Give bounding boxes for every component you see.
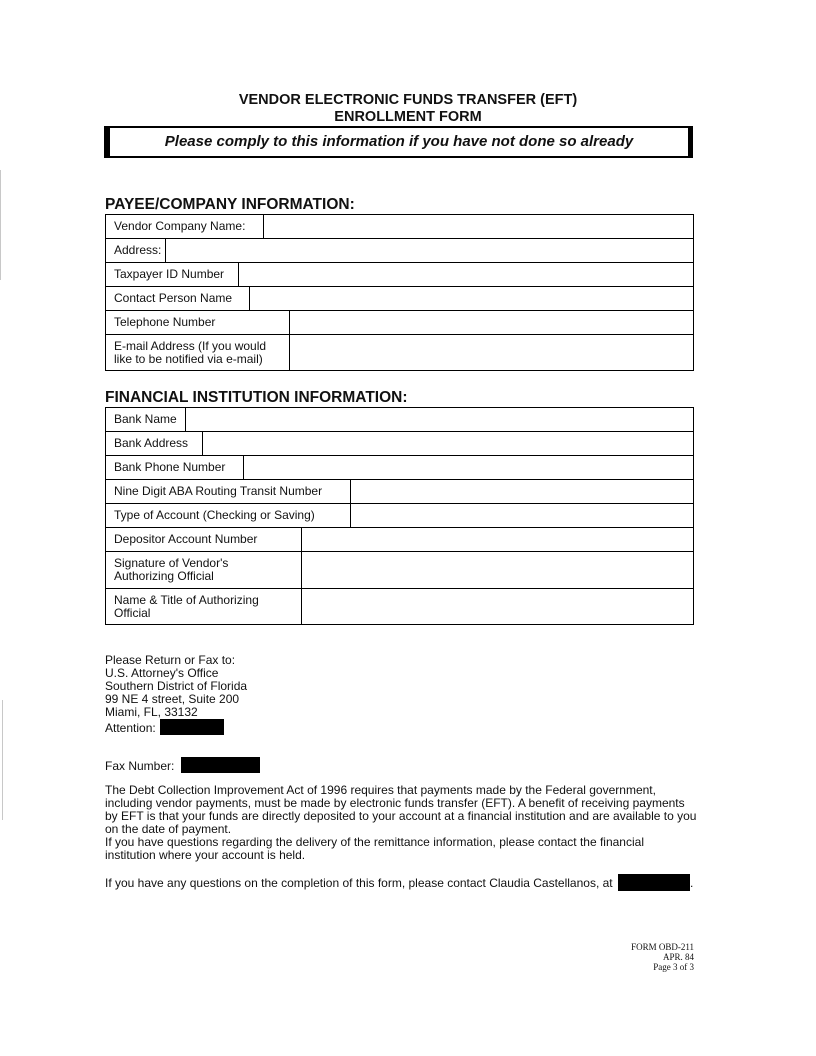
field-label: Name & Title of Authorizing Official <box>106 589 302 624</box>
compliance-banner-text: Please comply to this information if you have not done so already <box>164 133 634 150</box>
redacted-block <box>618 874 690 891</box>
form-date: APR. 84 <box>662 952 694 962</box>
routing-number-field[interactable] <box>351 480 693 503</box>
street-address: 99 NE 4 street, Suite 200 <box>105 692 240 706</box>
page-number: Page 3 of 3 <box>653 962 694 972</box>
form-title-line1: VENDOR ELECTRONIC FUNDS TRANSFER (EFT) <box>238 92 578 108</box>
payee-row-telephone <box>105 310 694 334</box>
field-label: Type of Account (Checking or Saving) <box>106 504 351 527</box>
field-label: Vendor Company Name: <box>106 215 264 238</box>
financial-section-heading: FINANCIAL INSTITUTION INFORMATION: <box>105 389 408 406</box>
contact-text: If you have any questions on the completion of this form, please contact Claudia Castellanos, at <box>105 876 613 890</box>
field-label: Taxpayer ID Number <box>106 263 239 286</box>
payee-row-contact-person <box>105 286 694 310</box>
redacted-block <box>160 719 224 735</box>
vendor-company-name-field[interactable] <box>264 215 693 238</box>
field-label: Bank Address <box>106 432 203 455</box>
payee-section-heading: PAYEE/COMPANY INFORMATION: <box>105 196 355 213</box>
name-title-field[interactable] <box>302 589 693 624</box>
city-state-zip: Miami, FL, 33132 <box>105 705 198 719</box>
contact-person-field[interactable] <box>250 287 693 310</box>
signature-field[interactable] <box>302 552 693 588</box>
field-label: Depositor Account Number <box>106 528 302 551</box>
email-field[interactable] <box>290 335 693 370</box>
financial-row-name-title <box>105 588 694 625</box>
field-label: Telephone Number <box>106 311 290 334</box>
form-title-line2: ENROLLMENT FORM <box>334 109 482 125</box>
bank-name-field[interactable] <box>186 408 693 431</box>
remittance-paragraph: If you have questions regarding the delivery of the remittance information, please contact the financial institution where your account is held. <box>105 835 644 862</box>
account-type-field[interactable] <box>351 504 693 527</box>
taxpayer-id-field[interactable] <box>239 263 693 286</box>
payee-row-address <box>105 238 694 262</box>
field-label: E-mail Address (If you would like to be notified via e-mail) <box>106 335 290 370</box>
payee-row-vendor-name <box>105 214 694 238</box>
financial-row-routing-number <box>105 479 694 503</box>
scan-artifact <box>0 170 1 280</box>
bank-address-field[interactable] <box>203 432 693 455</box>
financial-table <box>105 407 694 625</box>
field-label: Signature of Vendor's Authorizing Official <box>106 552 302 588</box>
field-label: Address: <box>106 239 166 262</box>
bank-phone-field[interactable] <box>244 456 693 479</box>
field-label: Nine Digit ABA Routing Transit Number <box>106 480 351 503</box>
financial-row-account-type <box>105 503 694 527</box>
field-label: Contact Person Name <box>106 287 250 310</box>
scan-artifact <box>2 700 3 820</box>
telephone-field[interactable] <box>290 311 693 334</box>
field-label: Bank Phone Number <box>106 456 244 479</box>
attention-label: Attention: <box>105 721 156 735</box>
financial-row-account-number <box>105 527 694 551</box>
financial-row-signature <box>105 551 694 588</box>
financial-row-bank-phone <box>105 455 694 479</box>
redacted-block <box>181 757 260 773</box>
address-field[interactable] <box>166 239 693 262</box>
return-address <box>105 654 247 734</box>
account-number-field[interactable] <box>302 528 693 551</box>
fax-label: Fax Number: <box>105 759 175 773</box>
payee-table <box>105 214 694 371</box>
fax-line <box>105 757 260 773</box>
return-instruction: Please Return or Fax to: <box>105 653 236 667</box>
district-name: Southern District of Florida <box>105 679 248 693</box>
form-number: FORM OBD-211 <box>631 942 694 952</box>
eft-act-paragraph: The Debt Collection Improvement Act of 1996 requires that payments made by the Federal government, including vendor payments, must be made by electronic funds transfer (EFT). A benefit of receiving payments by EFT is that your funds are directly deposited to your account at a financial institution and are available to you on the date of payment. <box>105 783 697 836</box>
form-footer <box>631 942 694 972</box>
office-name: U.S. Attorney's Office <box>105 666 219 680</box>
financial-row-bank-address <box>105 431 694 455</box>
field-label: Bank Name <box>106 408 186 431</box>
contact-paragraph: If you have any questions on the completion of this form, please contact Claudia Castellanos, at . <box>105 876 694 890</box>
compliance-banner <box>104 126 693 158</box>
payee-row-taxpayer-id <box>105 262 694 286</box>
financial-row-bank-name <box>105 407 694 431</box>
attention-line <box>105 719 247 734</box>
payee-row-email <box>105 334 694 371</box>
